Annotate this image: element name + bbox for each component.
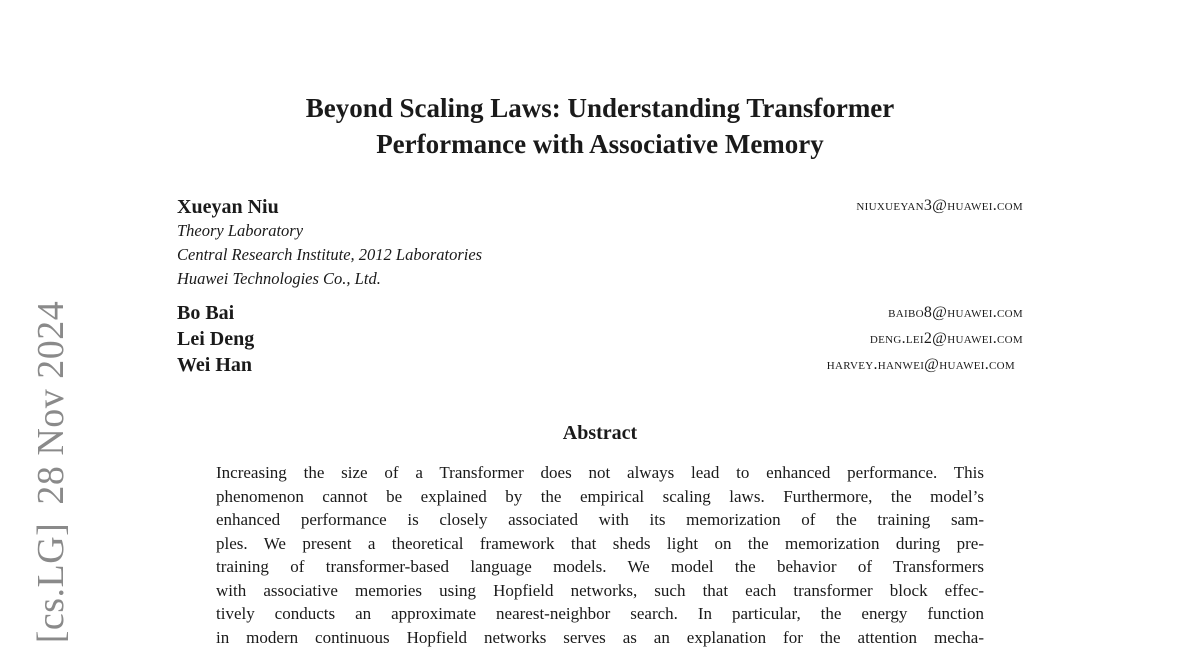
- abstract-line: phenomenon cannot be explained by the empirical scaling laws. Furthermore, the model’s: [216, 486, 984, 506]
- author-affiliation-line: Central Research Institute, 2012 Laboratories: [177, 245, 483, 264]
- abstract-line: ples. We present a theoretical framework that sheds light on the memorization during pre-: [216, 533, 984, 553]
- author-row: [177, 353, 1023, 379]
- abstract-heading: Abstract: [562, 422, 638, 444]
- author-name: Xueyan Niu: [177, 196, 279, 218]
- author-name: Lei Deng: [177, 328, 255, 350]
- author-row: [177, 327, 1023, 353]
- author-block-primary: [177, 195, 1023, 291]
- author-affiliation-line: Theory Laboratory: [177, 221, 304, 240]
- author-affiliation-line: Huawei Technologies Co., Ltd.: [177, 269, 381, 288]
- abstract-line: with associative memories using Hopfield networks, such that each transformer block effec-: [216, 580, 984, 600]
- author-row: [177, 301, 1023, 327]
- author-email[interactable]: harvey.hanwei@huawei.com: [826, 356, 1015, 373]
- abstract-line: Increasing the size of a Transformer does not always lead to enhanced performance. This: [216, 463, 984, 482]
- abstract-body: [216, 461, 984, 648]
- arxiv-date: 28 Nov 2024: [30, 300, 72, 505]
- author-email[interactable]: deng.lei2@huawei.com: [869, 330, 1023, 347]
- arxiv-category: [cs.LG]: [30, 522, 72, 644]
- author-email[interactable]: baibo8@huawei.com: [888, 304, 1023, 321]
- abstract-line: tively conducts an approximate nearest-neighbor search. In particular, the energy function: [216, 604, 984, 623]
- paper-title: [0, 90, 1200, 162]
- author-name: Bo Bai: [177, 302, 235, 324]
- paper-title-line-1: Beyond Scaling Laws: Understanding Transformer: [305, 93, 895, 123]
- abstract-line: enhanced performance is closely associated with its memorization of the training sam-: [216, 510, 984, 529]
- paper-title-line-2: Performance with Associative Memory: [376, 129, 824, 159]
- author-email[interactable]: niuxueyan3@huawei.com: [856, 197, 1023, 214]
- author-name: Wei Han: [177, 354, 253, 376]
- author-block-coauthors: [177, 301, 1023, 379]
- abstract-line: training of transformer-based language models. We model the behavior of Transformers: [216, 557, 984, 576]
- arxiv-stamp: [29, 301, 73, 644]
- abstract-line: in modern continuous Hopfield networks serves as an explanation for the attention mecha-: [216, 627, 984, 647]
